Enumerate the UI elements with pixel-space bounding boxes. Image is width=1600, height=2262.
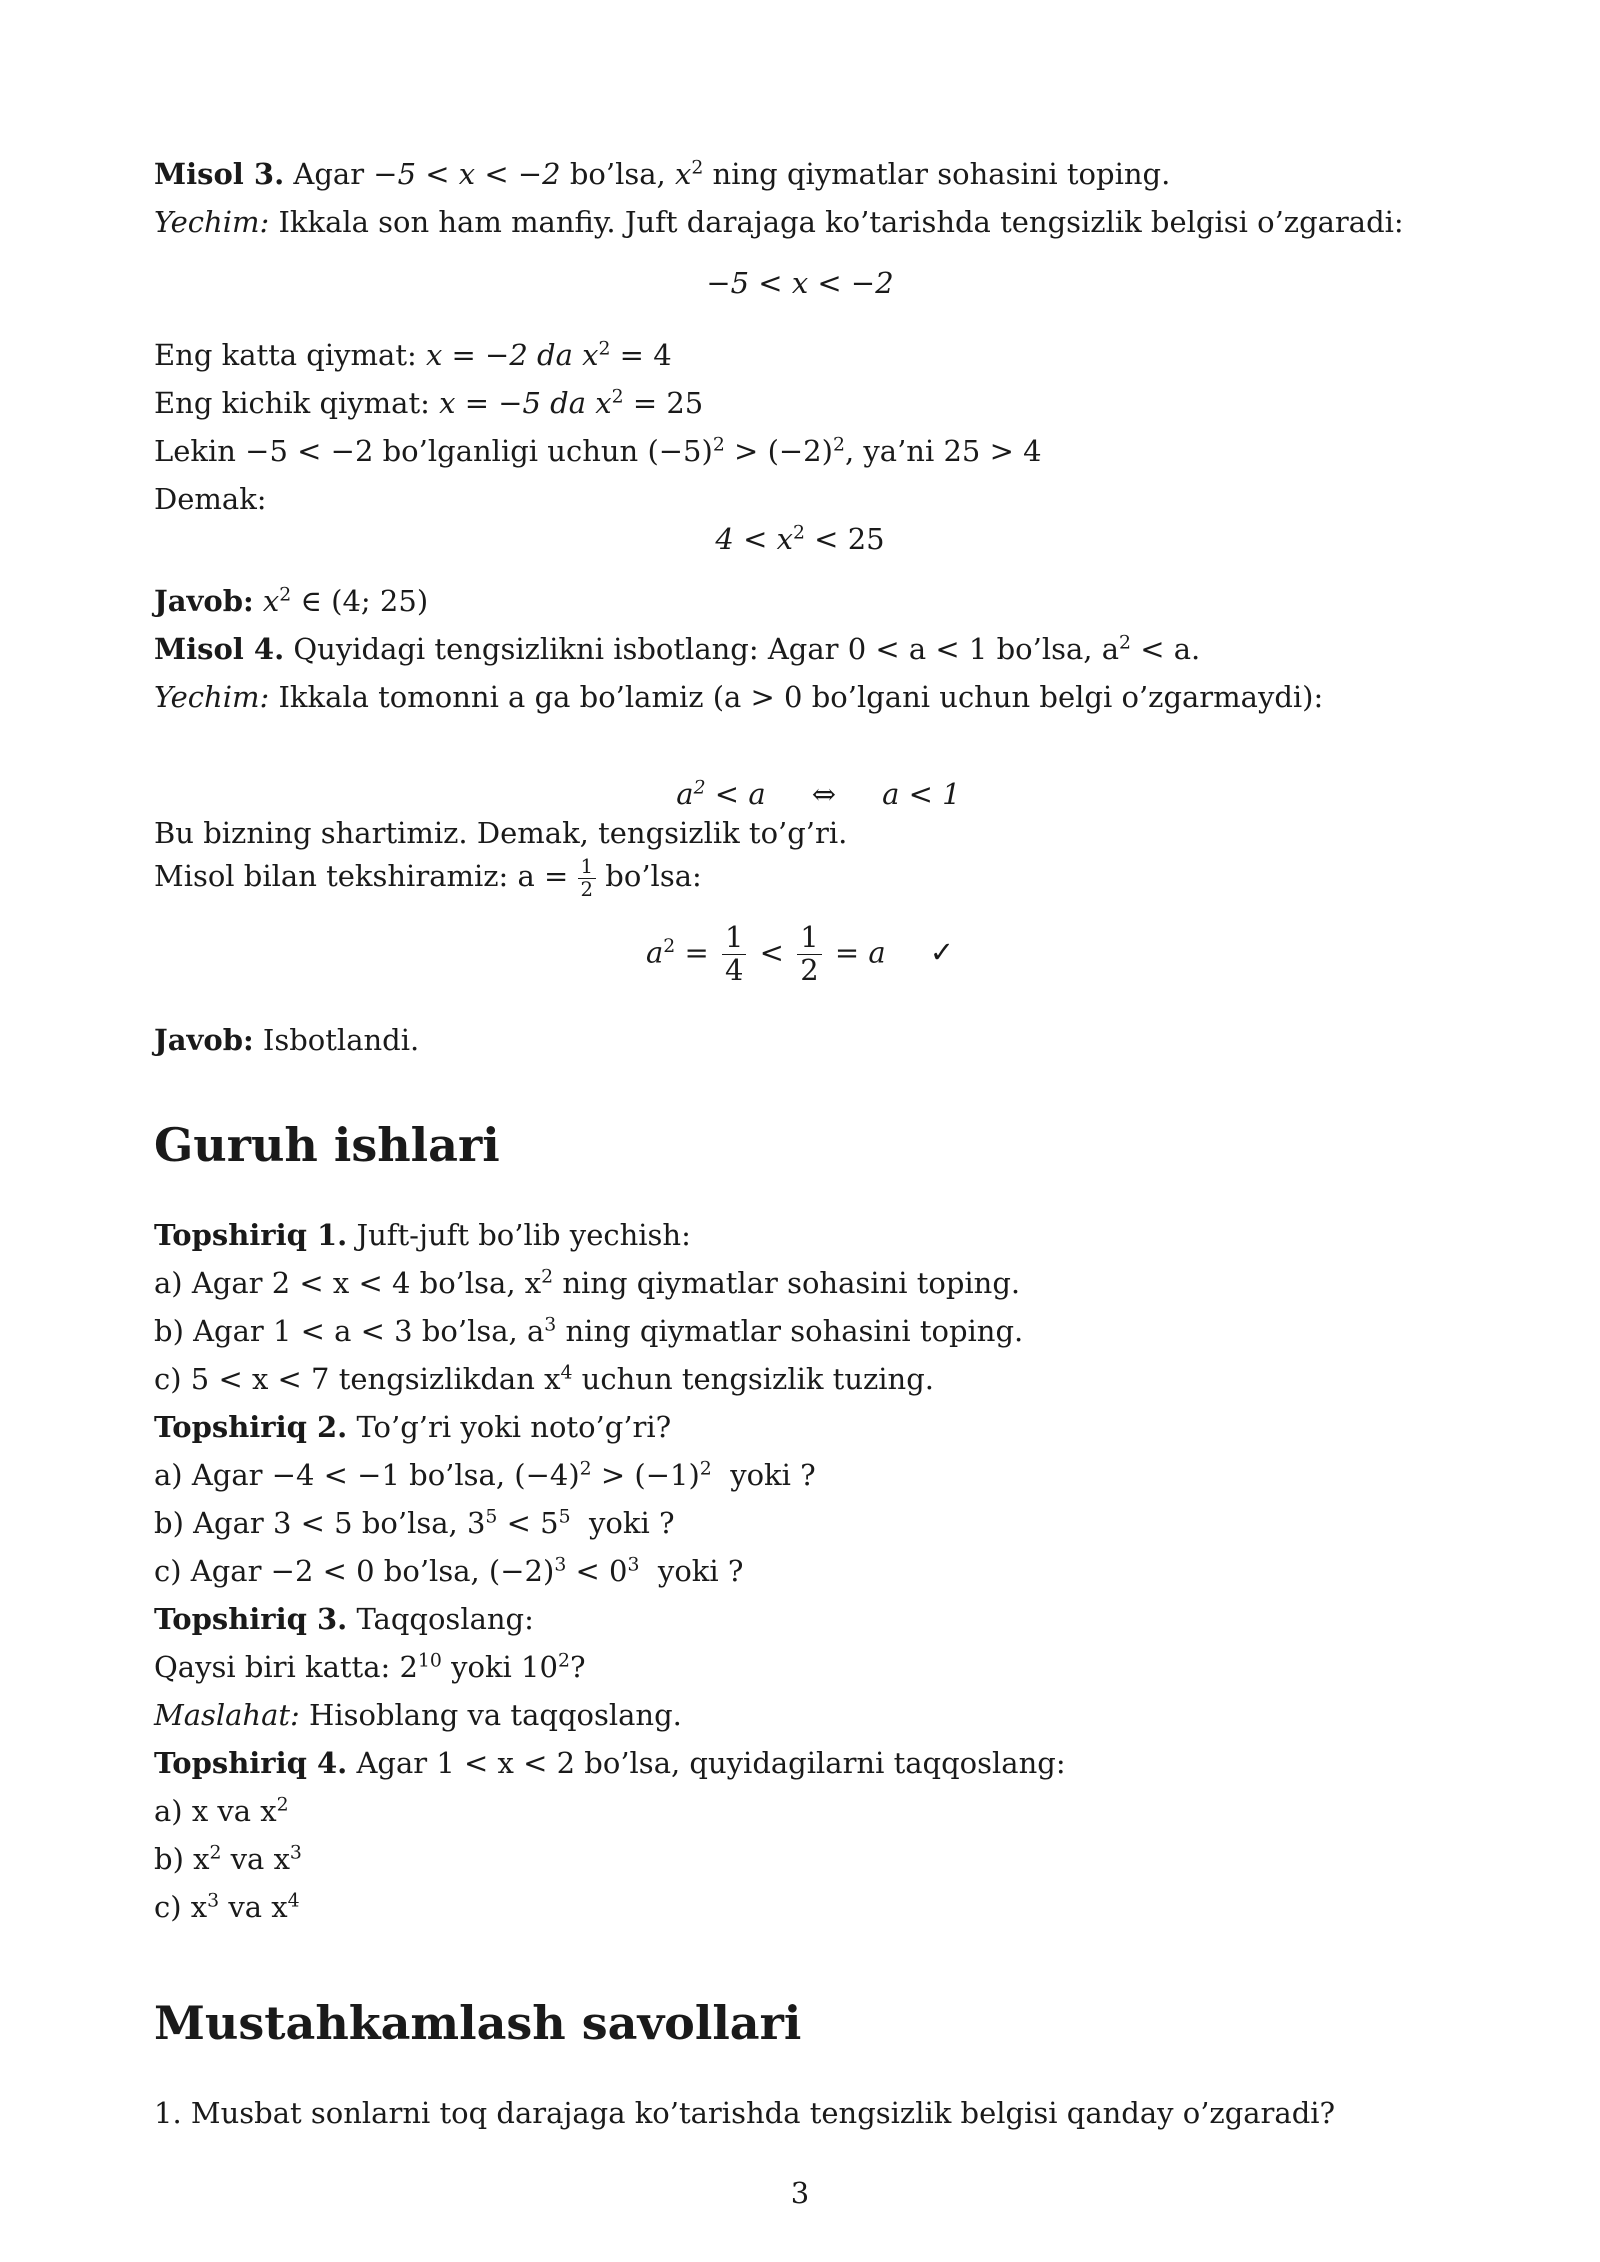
fraction-one-half: $\frac{1}{2}$ (797, 922, 821, 987)
solution-label: Yechim: (154, 205, 270, 239)
misol3-lekin-line: Lekin −5 < −2 bo’lganligi uchun $(-5)^2 > (-2)^2$, ya’ni 25 > 4 (154, 434, 1042, 468)
misol4-display-equivalence: $a^2 < a$ ⇔ a < 1 (676, 777, 961, 811)
misol3-min-line: Eng kichik qiymat: x = −5 da $x^2 = 25$ (154, 386, 704, 420)
answer-label: Javob: (154, 584, 254, 618)
topshiriq1-item-b: b) Agar 1 < a < 3 bo’lsa, $a^3$ ning qiymatlar sohasini toping. (154, 1314, 1024, 1348)
topshiriq2-title: Topshiriq 2. To’g’ri yoki noto’g’ri? (154, 1410, 672, 1444)
topshiriq4-item-c: c) $x^3$ va $x^4$ (154, 1890, 300, 1924)
misol4-statement: Misol 4. Quyidagi tengsizlikni isbotlang: Agar 0 < a < 1 bo’lsa, $a^2 < a$. (154, 632, 1201, 666)
misol3-answer: Javob: $x^2$ ∈ (4; 25) (154, 584, 429, 618)
misol4-solution: Yechim: Ikkala tomonni a ga bo’lamiz (a > 0 bo’lgani uchun belgi o’zgarmaydi): (154, 680, 1324, 714)
section-heading-guruh: Guruh ishlari (154, 1118, 500, 1172)
fraction-one-half: $\frac{1}{2}$ (578, 856, 597, 900)
misol3-demak: Demak: (154, 482, 267, 516)
misol3-display-result: $4 < x^2 < 25$ (715, 522, 885, 556)
misol3-solution: Yechim: Ikkala son ham manfiy. Juft darajaga ko’tarishda tengsizlik belgisi o’zgaradi: (154, 205, 1404, 239)
page-number: 3 (790, 2176, 810, 2210)
answer-label: Javob: (154, 1023, 254, 1057)
topshiriq4-item-b: b) $x^2$ va $x^3$ (154, 1842, 302, 1876)
misol3-label: Misol 3. (154, 157, 285, 191)
topshiriq1-item-a: a) Agar 2 < x < 4 bo’lsa, $x^2$ ning qiymatlar sohasini toping. (154, 1266, 1021, 1300)
topshiriq3-hint: Maslahat: Hisoblang va taqqoslang. (154, 1698, 682, 1732)
topshiriq4-title: Topshiriq 4. Agar 1 < x < 2 bo’lsa, quyidagilarni taqqoslang: (154, 1746, 1066, 1780)
section-heading-savollar: Mustahkamlash savollari (154, 1996, 802, 2050)
fraction-one-quarter: $\frac{1}{4}$ (722, 922, 746, 987)
checkmark-icon: ✓ (929, 935, 955, 970)
misol4-display-check: $a^2$ = $\frac{1}{4}$ < $\frac{1}{2}$ = a ✓ (645, 920, 955, 987)
misol3-max-line: Eng katta qiymat: x = −2 da $x^2 = 4$ (154, 338, 672, 372)
misol3-display-inequality: −5 < x < −2 (706, 266, 894, 300)
topshiriq4-item-a: a) x va $x^2$ (154, 1794, 289, 1828)
topshiriq1-item-c: c) 5 < x < 7 tengsizlikdan $x^4$ uchun tengsizlik tuzing. (154, 1362, 935, 1396)
topshiriq3-title: Topshiriq 3. Taqqoslang: (154, 1602, 534, 1636)
misol4-answer: Javob: Isbotlandi. (154, 1023, 420, 1057)
savollar-question-1: 1. Musbat sonlarni toq darajaga ko’tarishda tengsizlik belgisi qanday o’zgaradi? (154, 2096, 1336, 2130)
topshiriq2-item-a: a) Agar −4 < −1 bo’lsa, $(-4)^2 > (-1)^2$ yoki ? (154, 1458, 816, 1492)
solution-label: Yechim: (154, 680, 270, 714)
misol4-line1: Bu bizning shartimiz. Demak, tengsizlik to’g’ri. (154, 816, 848, 850)
topshiriq2-item-c: c) Agar −2 < 0 bo’lsa, $(-2)^3 < 0^3$ yoki ? (154, 1554, 744, 1588)
topshiriq3-question: Qaysi biri katta: $2^{10}$ yoki $10^2$? (154, 1650, 586, 1684)
misol4-label: Misol 4. (154, 632, 285, 666)
topshiriq2-item-b: b) Agar 3 < 5 bo’lsa, $3^5 < 5^5$ yoki ? (154, 1506, 675, 1540)
misol4-line2: Misol bilan tekshiramiz: a = $\frac{1}{2}$ bo’lsa: (154, 855, 702, 901)
misol3-statement: Misol 3. Agar −5 < x < −2 bo’lsa, $x^2$ ning qiymatlar sohasini toping. (154, 157, 1171, 191)
topshiriq1-title: Topshiriq 1. Juft-juft bo’lib yechish: (154, 1218, 691, 1252)
